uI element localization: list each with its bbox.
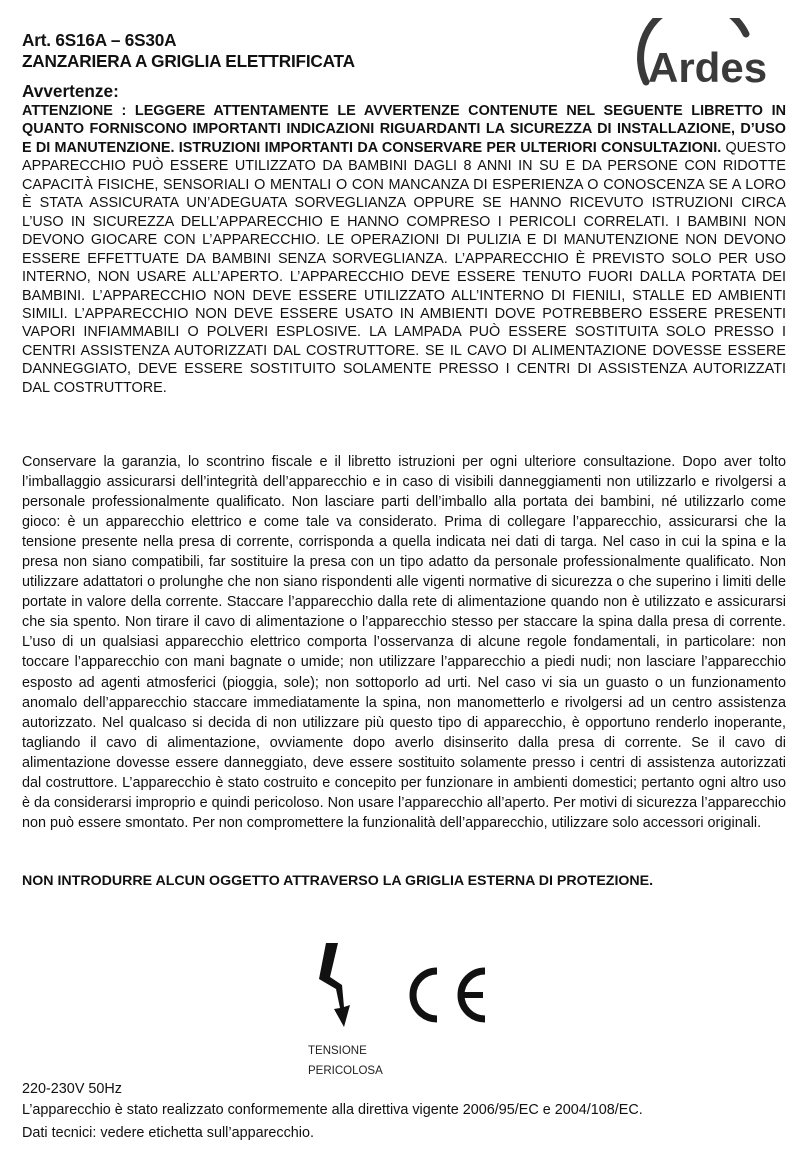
final-warning: NON INTRODURRE ALCUN OGGETTO ATTRAVERSO LA GRIGLIA ESTERNA DI PROTEZIONE. <box>22 873 654 889</box>
ce-mark-icon <box>403 965 489 1025</box>
technical-data-note: Dati tecnici: vedere etichetta sull’apparecchio. <box>22 1125 314 1141</box>
warnings-heading: Avvertenze: <box>22 81 119 101</box>
directive-statement: L’apparecchio è stato realizzato conformemente alla direttiva vigente 2006/95/EC e 2004/108/EC. <box>22 1102 643 1118</box>
voltage-rating: 220-230V 50Hz <box>22 1081 123 1097</box>
ardes-logo <box>634 18 792 92</box>
warnings-caps-text: QUESTO APPARECCHIO PUÒ ESSERE UTILIZZATO DA BAMBINI DAGLI 8 ANNI IN SU E DA PERSONE CON RIDOTTE CAPACITÀ FISICHE, SENSORIALI O MENTALI O CON MANCANZA DI ESPERIENZA O CONOSCENZA SE A LORO È STATA ASSICURATA UN’ADEGUATA SORVEGLIANZA OPPURE SE HANNO RICEVUTO ISTRUZIONI CIRCA L’USO IN SICUREZZA DELL’APPARECCHIO E HANNO COMPRESO I PERICOLI CORRELATI. I BAMBINI NON DEVONO GIOCARE CON L’APPARECCHIO. LE OPERAZIONI DI PULIZIA E DI MANUTENZIONE NON DEVONO ESSERE EFFETTUATE DA BAMBINI SENZA SORVEGLIANZA. L’APPARECCHIO È PREVISTO SOLO PER USO INTERNO, NON USARE ALL’APERTO. L’APPARECCHIO DEVE ESSERE TENUTO FUORI DALLA PORTATA DEI BAMBINI. L’APPARECCHIO NON DEVE ESSERE UTILIZZATO ALL’INTERNO DI FIENILI, STALLE ED AMBIENTI SIMILI. L’APPARECCHIO NON DEVE ESSERE USATO IN AMBIENTI DOVE POTREBBERO ESSERE PRESENTI VAPORI INFIAMMABILI O POLVERI ESPLOSIVE. LA LAMPADA PUÒ ESSERE SOSTITUITA SOLO PRESSO I CENTRI ASSISTENZA AUTORIZZATI DAL COSTRUTTORE. SE IL CAVO DI ALIMENTAZIONE DOVESSE ESSERE DANNEGGIATO, DEVE ESSERE SOSTITUITO SOLAMENTE PRESSO I CENTRI DI ASSISTENZA AUTORIZZATI DAL COSTRUTTORE. <box>22 139 786 396</box>
article-number: Art. 6S16A – 6S30A <box>22 30 177 50</box>
instructions-paragraph: Conservare la garanzia, lo scontrino fiscale e il libretto istruzioni per ogni ulteriore consultazione. Dopo aver tolto l’imballaggio assicurarsi dell’integrità dell’apparecchio e in caso di visibili danneggiamenti non utilizzarlo e rivolgersi a personale professionalmente qualificato. Non lasciare parti dell’imballo alla portata dei bambini, né utilizzarlo come gioco: è un apparecchio elettrico e come tale va considerato. Prima di collegare l’apparecchio, assicurarsi che la tensione presente nella presa di corrente, corrisponda a quella indicata nei dati di targa. Nel caso in cui la spina e la presa non siano compatibili, far sostituire la presa con un tipo adatto da personale professionalmente qualificato. Non utilizzare adattatori o prolunghe che non siano rispondenti alle vigenti normative di sicurezza o che superino i limiti delle portate in valore della corrente. Staccare l’apparecchio dalla rete di alimentazione quando non è utilizzato e assicurarsi che sia spento. Non tirare il cavo di alimentazione o l’apparecchio stesso per staccare la spina dalla presa di corrente. L’uso di un qualsiasi apparecchio elettrico comporta l’osservanza di alcune regole fondamentali, in particolare: non toccare l’apparecchio con mani bagnate o umide; non utilizzare l’apparecchio a piedi nudi; non lasciare l’apparecchio esposto ad agenti atmosferici (pioggia, sole); non sottoporlo ad urti. Nel caso vi sia un guasto o un funzionamento anomalo dell’apparecchio staccare immediatamente la spina, non manometterlo e rivolgersi ad un centro assistenza autorizzato. Nel qualcaso si decida di non utilizzare più questo tipo di apparecchio, è opportuno renderlo inoperante, tagliando il cavo di alimentazione, ovviamente dopo averlo disinserito dalla presa di corrente. Se il cavo di alimentazione dovesse essere danneggiato, deve essere sostituito solamente presso i centri di assistenza autorizzati dal costruttore. L’apparecchio è stato costruito e concepito per funzionare in ambienti domestici; pertanto ogni altro uso è da considerarsi improprio e quindi pericoloso. Non usare l’apparecchio all’aperto. Per motivi di sicurezza l’apparecchio non può essere smontato. Per non compromettere la funzionalità dell’apparecchio, utilizzare solo accessori originali. <box>22 454 786 831</box>
voltage-warning-label <box>308 1041 383 1081</box>
voltage-label-line2: PERICOLOSA <box>308 1065 383 1077</box>
warnings-bold-intro: ATTENZIONE : LEGGERE ATTENTAMENTE LE AVVERTENZE CONTENUTE NEL SEGUENTE LIBRETTO IN QUANTO FORNISCONO IMPORTANTI INDICAZIONI RIGUARDANTI LA SICUREZZA DI INSTALLAZIONE, D’USO E DI MANUTENZIONE. ISTRUZIONI IMPORTANTI DA CONSERVARE PER ULTERIORI CONSULTAZIONI. <box>22 103 786 156</box>
lightning-bolt-icon <box>316 943 360 1027</box>
logo-wordmark: Ardes <box>648 44 768 91</box>
product-title: ZANZARIERA A GRIGLIA ELETTRIFICATA <box>22 51 355 71</box>
document-header <box>22 30 582 72</box>
warnings-paragraph <box>22 102 786 397</box>
voltage-label-line1: TENSIONE <box>308 1045 367 1057</box>
